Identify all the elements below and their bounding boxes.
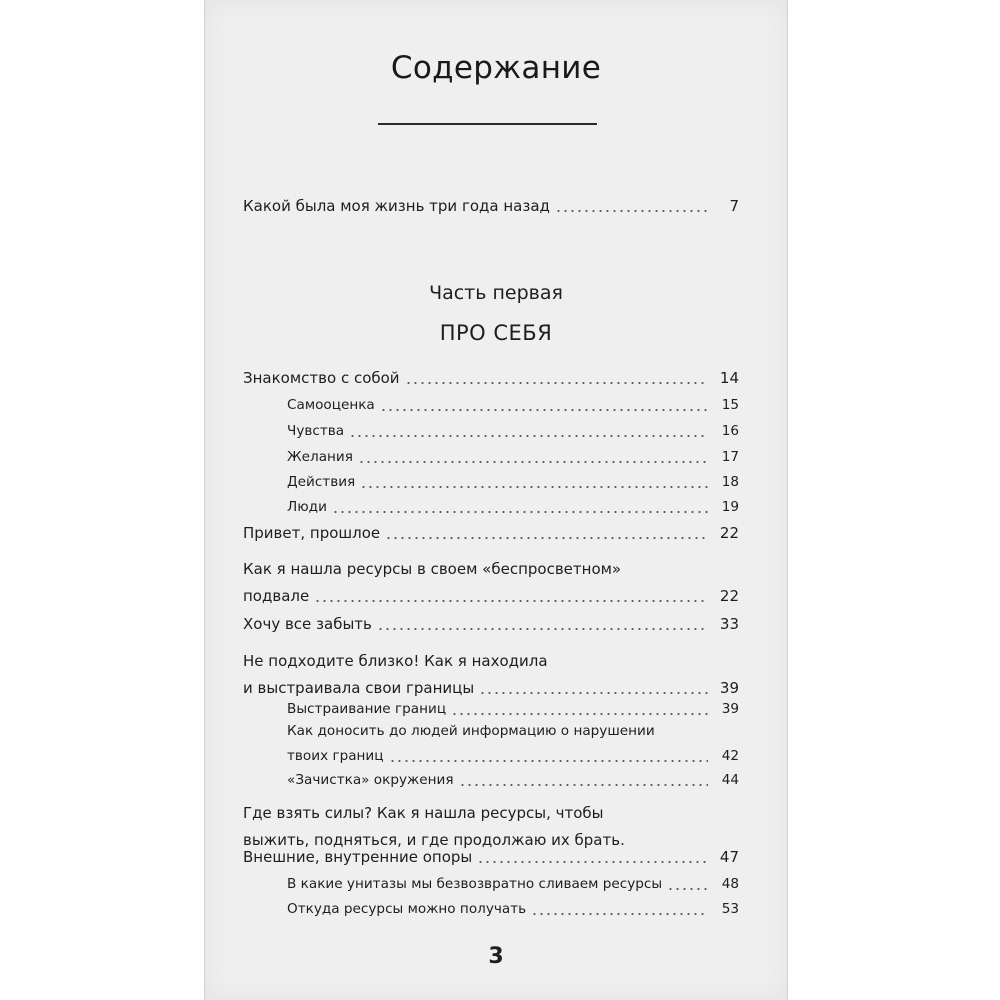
dot-leader xyxy=(314,599,708,603)
entry-page: 17 xyxy=(721,449,739,465)
toc-entry xyxy=(243,844,739,871)
entry-text: Желания xyxy=(287,449,353,465)
entry-text: Выстраивание границ xyxy=(287,701,447,717)
entry-page: 39 xyxy=(719,679,739,697)
toc-entry-intro xyxy=(243,193,739,220)
entry-page: 19 xyxy=(721,499,739,515)
toc-subentry xyxy=(287,871,739,898)
entry-text: Откуда ресурсы можно получать xyxy=(287,901,527,917)
book-page xyxy=(204,0,788,1000)
entry-page: 22 xyxy=(719,587,739,605)
dot-leader xyxy=(479,691,708,695)
entry-page: 42 xyxy=(721,748,739,764)
dot-leader xyxy=(358,460,708,464)
toc-entry xyxy=(243,365,739,392)
contents-title: Содержание xyxy=(390,50,602,86)
toc-entry xyxy=(243,611,739,638)
entry-text: Знакомство с собой xyxy=(243,369,400,387)
entry-text-line1: Где взять силы? Как я нашла ресурсы, чтобы xyxy=(243,804,604,822)
entry-page: 53 xyxy=(721,901,739,917)
entry-page: 7 xyxy=(729,197,739,215)
entry-page: 48 xyxy=(721,876,739,892)
toc-entry xyxy=(243,556,739,610)
entry-text: Внешние, внутренние опоры xyxy=(243,848,473,866)
dot-leader xyxy=(377,627,708,631)
entry-text: Действия xyxy=(287,474,356,490)
dot-leader xyxy=(555,209,708,213)
toc-subentry xyxy=(287,392,739,419)
entry-page: 18 xyxy=(721,474,739,490)
dot-leader xyxy=(389,759,708,763)
dot-leader xyxy=(380,408,708,412)
entry-text: Какой была моя жизнь три года назад xyxy=(243,197,550,215)
entry-text: Самооценка xyxy=(287,397,375,413)
dot-leader xyxy=(360,485,708,489)
entry-text-line1: Как я нашла ресурсы в своем «беспросветном» xyxy=(243,560,622,578)
entry-page: 15 xyxy=(721,397,739,413)
toc-subentry xyxy=(287,418,739,445)
entry-text-line1: Не подходите близко! Как я находила xyxy=(243,652,548,670)
entry-page: 47 xyxy=(719,848,739,866)
title-rule xyxy=(378,123,597,125)
entry-page: 33 xyxy=(719,615,739,633)
entry-text: «Зачистка» окружения xyxy=(287,772,454,788)
entry-text: Привет, прошлое xyxy=(243,524,381,542)
entry-page: 16 xyxy=(721,423,739,439)
entry-text: Люди xyxy=(287,499,327,515)
toc-subentry xyxy=(287,469,739,496)
dot-leader xyxy=(531,912,708,916)
entry-text-line2: твоих границ xyxy=(287,748,384,764)
toc-subentry xyxy=(287,444,739,471)
dot-leader xyxy=(451,712,708,716)
dot-leader xyxy=(477,860,708,864)
dot-leader xyxy=(405,381,708,385)
toc-subentry xyxy=(287,494,739,521)
dot-leader xyxy=(459,783,708,787)
entry-text-line2: и выстраивала свои границы xyxy=(243,679,475,697)
dot-leader xyxy=(385,536,708,540)
toc-entry xyxy=(243,648,739,702)
part-title: ПРО СЕБЯ xyxy=(439,321,553,345)
entry-text-line2: подвале xyxy=(243,587,310,605)
entry-page: 14 xyxy=(719,369,739,387)
toc-entry xyxy=(243,520,739,547)
entry-page: 22 xyxy=(719,524,739,542)
entry-text-line1: Как доносить до людей информацию о нарушении xyxy=(287,723,655,739)
page-number: 3 xyxy=(488,944,504,969)
dot-leader xyxy=(332,510,708,514)
entry-page: 39 xyxy=(721,701,739,717)
entry-text: Хочу все забыть xyxy=(243,615,372,633)
entry-text: Чувства xyxy=(287,423,345,439)
toc-subentry xyxy=(287,719,739,769)
entry-page: 44 xyxy=(721,772,739,788)
dot-leader xyxy=(349,434,708,438)
toc-subentry xyxy=(287,767,739,794)
part-label: Часть первая xyxy=(429,282,563,304)
toc-subentry xyxy=(287,896,739,923)
entry-text: В какие унитазы мы безвозвратно сливаем ресурсы xyxy=(287,876,663,892)
entry-text-line2: выжить, подняться, и где продолжаю их брать. xyxy=(243,831,625,849)
dot-leader xyxy=(667,887,708,891)
